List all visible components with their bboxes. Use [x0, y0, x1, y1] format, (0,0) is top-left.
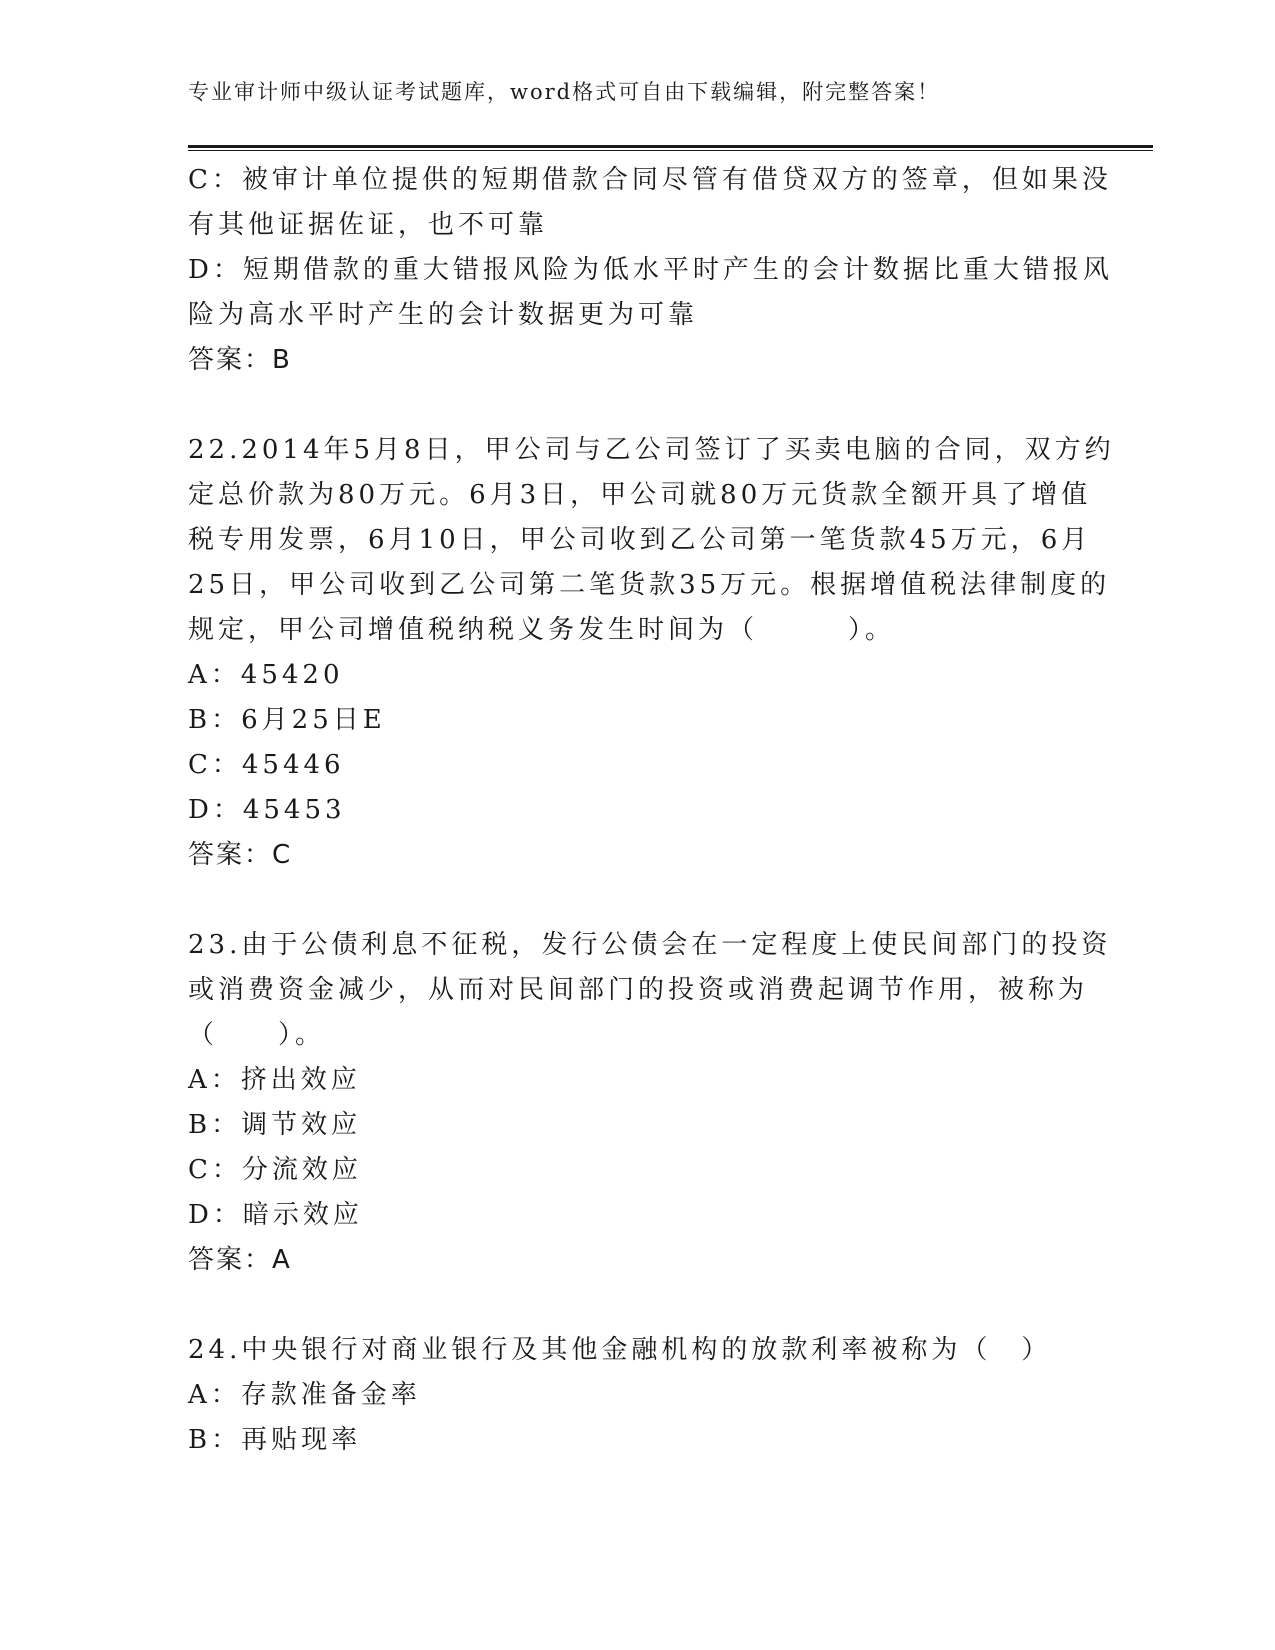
question-stem-line: 定总价款为80万元。6月3日，甲公司就80万元货款全额开具了增值 — [188, 480, 1092, 510]
option-c-line: 有其他证据佐证，也不可靠 — [188, 210, 549, 240]
answer-label: 答案：B — [188, 345, 292, 375]
spacer — [188, 878, 1088, 923]
spacer — [188, 383, 1088, 428]
question-stem-line: 25日，甲公司收到乙公司第二笔货款35万元。根据增值税法律制度的 — [188, 570, 1111, 600]
spacer — [188, 1283, 1088, 1328]
option-d: D：45453 — [188, 795, 346, 825]
question-stem-line: 23.由于公债利息不征税，发行公债会在一定程度上使民间部门的投资 — [188, 930, 1112, 960]
question-24 — [188, 1328, 1088, 1463]
question-content — [188, 158, 1115, 1463]
option-a: A：45420 — [188, 660, 344, 690]
option-c: C：45446 — [188, 750, 345, 780]
option-d: D：暗示效应 — [188, 1200, 363, 1230]
question-stem-line: 或消费资金减少，从而对民间部门的投资或消费起调节作用，被称为 — [188, 975, 1089, 1005]
question-stem-line: 22.2014年5月8日，甲公司与乙公司签订了买卖电脑的合同，双方约 — [188, 435, 1115, 465]
question-22 — [188, 428, 1115, 878]
option-d-line: 险为高水平时产生的会计数据更为可靠 — [188, 300, 699, 330]
option-b: B：6月25日E — [188, 705, 386, 735]
option-d-line: D：短期借款的重大错报风险为低水平时产生的会计数据比重大错报风 — [188, 255, 1113, 285]
question-stem-line: 税专用发票，6月10日，甲公司收到乙公司第一笔货款45万元，6月 — [188, 525, 1092, 555]
question-stem-line: 规定，甲公司增值税纳税义务发生时间为（ ）。 — [188, 615, 896, 645]
page-header-title: 专业审计师中级认证考试题库，word格式可自由下载编辑，附完整答案！ — [188, 80, 941, 104]
header-rule-thin — [188, 150, 1153, 151]
option-b: B：再贴现率 — [188, 1425, 362, 1455]
option-b: B：调节效应 — [188, 1110, 362, 1140]
option-a: A：存款准备金率 — [188, 1380, 421, 1410]
question-stem-line: （ ）。 — [188, 1020, 326, 1050]
header-rule-thick — [188, 145, 1153, 148]
question-stem-line: 24.中央银行对商业银行及其他金融机构的放款利率被称为（ ） — [188, 1335, 1052, 1365]
question-23 — [188, 923, 1112, 1283]
option-a: A：挤出效应 — [188, 1065, 361, 1095]
option-c: C：分流效应 — [188, 1155, 362, 1185]
answer-label: 答案：C — [188, 840, 293, 870]
answer-label: 答案：A — [188, 1245, 292, 1275]
option-c-line: C：被审计单位提供的短期借款合同尽管有借贷双方的签章，但如果没 — [188, 165, 1112, 195]
question-21-tail — [188, 158, 1113, 383]
